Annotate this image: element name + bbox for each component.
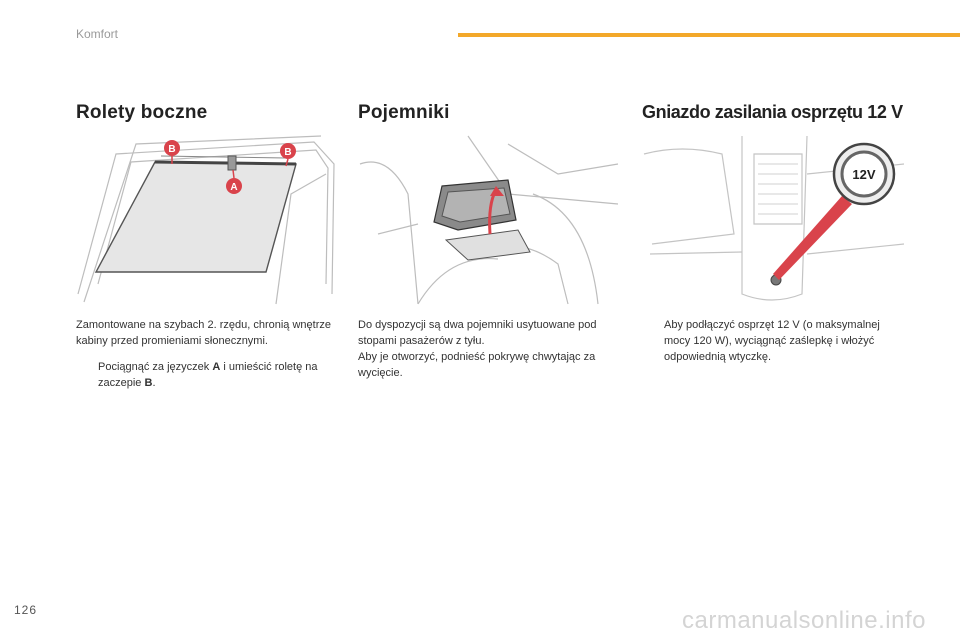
storage-bin-illustration	[358, 134, 620, 306]
blinds-bullet-a: A	[212, 361, 221, 373]
blinds-bullet-prefix: Pociągnąć za języczek	[98, 361, 213, 373]
storage-line2: Aby je otworzyć, podnieść pokrywę chwytając za wycięcie.	[358, 351, 596, 379]
blinds-heading: Rolety boczne	[76, 102, 208, 123]
storage-heading: Pojemniki	[358, 102, 450, 123]
socket-12v-label: 12V	[852, 167, 876, 182]
page-number: 126	[14, 603, 38, 617]
socket-illustration	[642, 134, 904, 306]
side-blind-illustration	[76, 134, 336, 306]
socket-bullet-text: Aby podłączyć osprzęt 12 V (o maksymalnej mocy 120 W), wyciągnąć zaślepkę i włożyć odpowiednią wtyczkę.	[664, 319, 880, 363]
socket-heading: Gniazdo zasilania osprzętu 12 V	[642, 102, 903, 122]
callout-b-left-label: B	[168, 144, 176, 155]
socket-bullet	[642, 317, 904, 365]
blinds-intro: Zamontowane na szybach 2. rzędu, chronią wnętrze kabiny przed promieniami słonecznymi.	[76, 319, 331, 347]
storage-line1: Do dyspozycji są dwa pojemniki usytuowane pod stopami pasażerów z tyłu.	[358, 319, 597, 347]
header-accent-bar	[458, 33, 960, 37]
blinds-text	[76, 317, 346, 391]
callout-a-label: A	[230, 182, 238, 193]
blinds-bullet	[76, 359, 346, 391]
blinds-bullet-end: .	[152, 377, 156, 389]
watermark: carmanualsonline.info	[682, 607, 926, 634]
blinds-bullet-b: B	[144, 377, 153, 389]
section-title: Komfort	[76, 27, 119, 41]
blinds-bullet-mid: i umieścić roletę na zaczepie	[98, 361, 318, 389]
storage-text	[358, 317, 620, 381]
socket-text	[642, 317, 904, 365]
callout-b-right-label: B	[284, 147, 292, 158]
